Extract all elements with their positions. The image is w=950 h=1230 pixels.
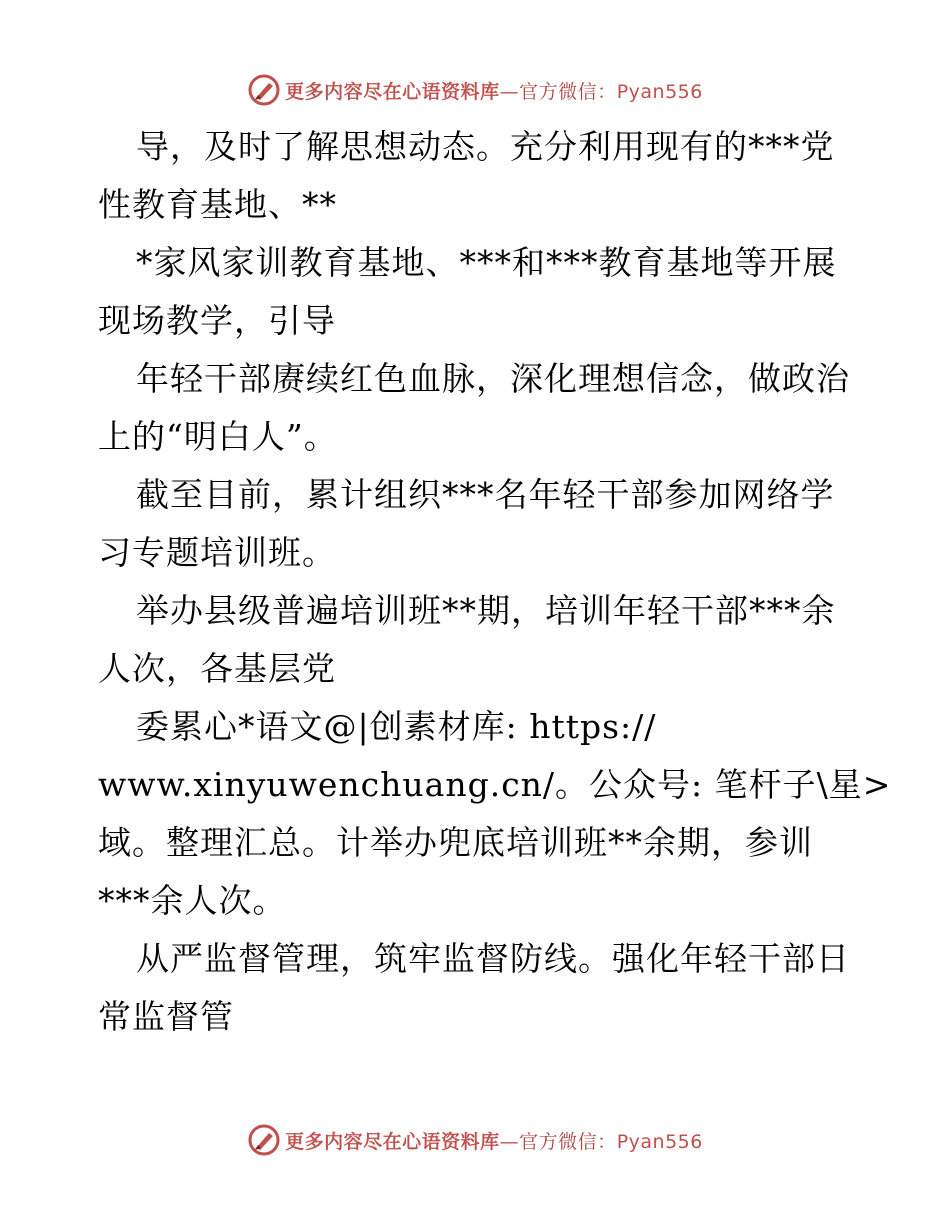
body-line: 年轻干部赓续红色血脉，深化理想信念，做政治	[136, 359, 850, 398]
header-banner-text	[285, 77, 703, 104]
footer-banner-text	[285, 1127, 703, 1154]
body-line: 域。整理汇总。计举办兜底培训班**余期，参训	[98, 823, 813, 862]
footer-banner	[0, 1118, 950, 1162]
body-line: 现场教学，引导	[98, 301, 336, 340]
footer-banner-id: Pyan556	[616, 1130, 703, 1153]
header-banner-wechat: 官方微信：	[519, 80, 617, 103]
header-banner-dash: —	[499, 80, 520, 103]
body-line: 导，及时了解思想动态。充分利用现有的***党	[136, 127, 835, 166]
header-banner-id: Pyan556	[616, 80, 703, 103]
body-line: 举办县级普遍培训班**期，培训年轻干部***余	[136, 591, 836, 630]
pen-seal-icon	[247, 73, 281, 107]
body-line: www.xinyuwenchuang.cn/。公众号: 笔杆子\星>	[98, 765, 892, 804]
pen-seal-icon	[247, 1123, 281, 1157]
document-body	[98, 118, 892, 1046]
body-line: 人次，各基层党	[98, 649, 336, 688]
header-banner	[0, 68, 950, 112]
body-line: 性教育基地、**	[98, 185, 337, 224]
body-line: 常监督管	[98, 997, 234, 1036]
body-line: ***余人次。	[98, 881, 287, 920]
header-banner-main: 更多内容尽在心语资料库	[285, 80, 500, 103]
body-line: 上的“明白人”。	[98, 417, 338, 456]
body-line: 截至目前，累计组织***名年轻干部参加网络学	[136, 475, 835, 514]
body-line: 从严监督管理，筑牢监督防线。强化年轻干部日	[136, 939, 850, 978]
body-line: *家风家训教育基地、***和***教育基地等开展	[136, 243, 837, 282]
body-line: 委累心*语文@|创素材库: https://	[136, 707, 657, 746]
body-line: 习专题培训班。	[98, 533, 336, 572]
footer-banner-main: 更多内容尽在心语资料库	[285, 1130, 500, 1153]
footer-banner-dash: —	[499, 1130, 520, 1153]
footer-banner-wechat: 官方微信：	[519, 1130, 617, 1153]
